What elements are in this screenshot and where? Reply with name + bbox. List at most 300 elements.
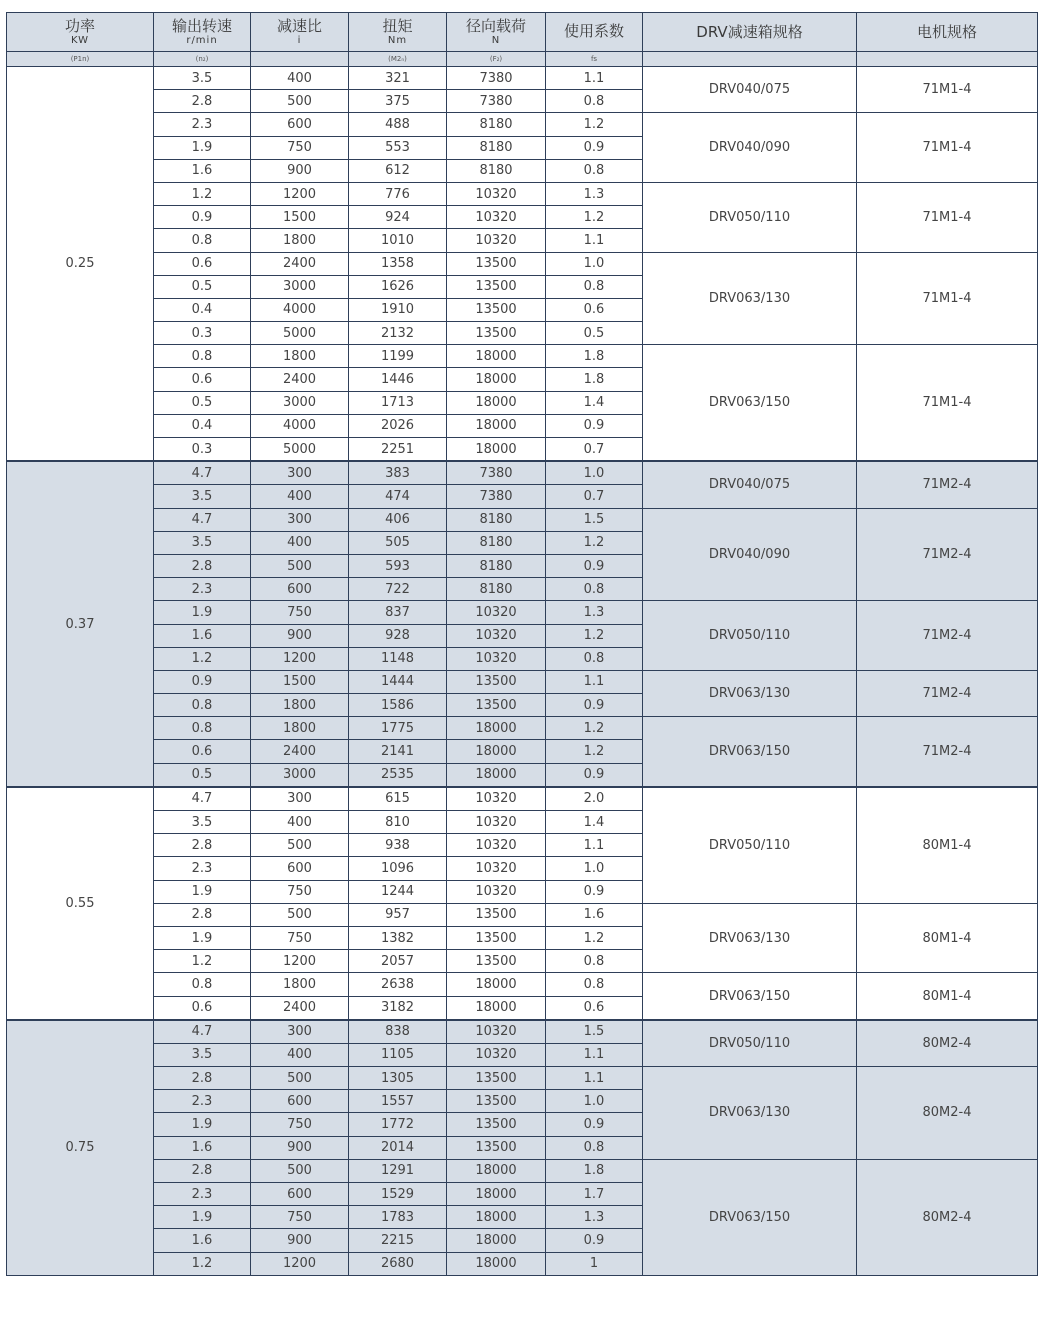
sym-torque: (M2ₙ)	[349, 52, 447, 67]
torque-cell: 1529	[349, 1183, 447, 1206]
radial-load-cell: 10320	[447, 182, 546, 205]
service-factor-cell: 0.9	[546, 694, 643, 717]
table-body	[7, 67, 1038, 1276]
torque-cell: 1382	[349, 926, 447, 949]
sym-radial-load: (F₂)	[447, 52, 546, 67]
torque-cell: 474	[349, 485, 447, 508]
radial-load-cell: 18000	[447, 996, 546, 1020]
ratio-cell: 400	[251, 67, 349, 90]
torque-cell: 1444	[349, 670, 447, 693]
motor-spec-cell: 71M2-4	[857, 461, 1038, 508]
torque-cell: 1910	[349, 298, 447, 321]
ratio-cell: 1200	[251, 182, 349, 205]
torque-cell: 406	[349, 508, 447, 531]
power-cell: 0.75	[7, 1020, 154, 1276]
ratio-cell: 400	[251, 485, 349, 508]
output-speed-cell: 4.7	[154, 1020, 251, 1044]
gearbox-spec-cell: DRV040/075	[643, 461, 857, 508]
service-factor-cell: 1.8	[546, 1159, 643, 1182]
radial-load-cell: 10320	[447, 229, 546, 252]
radial-load-cell: 13500	[447, 670, 546, 693]
ratio-cell: 600	[251, 1183, 349, 1206]
ratio-cell: 1800	[251, 345, 349, 368]
ratio-cell: 600	[251, 1090, 349, 1113]
torque-cell: 2026	[349, 414, 447, 437]
sym-output-speed: (n₂)	[154, 52, 251, 67]
ratio-cell: 750	[251, 1113, 349, 1136]
radial-load-cell: 10320	[447, 857, 546, 880]
radial-load-cell: 10320	[447, 206, 546, 229]
service-factor-cell: 1.0	[546, 857, 643, 880]
motor-spec-cell: 80M2-4	[857, 1067, 1038, 1160]
radial-load-cell: 8180	[447, 113, 546, 136]
output-speed-cell: 0.8	[154, 973, 251, 996]
service-factor-cell: 0.9	[546, 763, 643, 787]
col-radial-load: 径向载荷 N	[447, 13, 546, 52]
service-factor-cell: 1.2	[546, 740, 643, 763]
radial-load-cell: 10320	[447, 647, 546, 670]
ratio-cell: 2400	[251, 996, 349, 1020]
radial-load-cell: 18000	[447, 1252, 546, 1275]
radial-load-cell: 18000	[447, 1206, 546, 1229]
output-speed-cell: 1.2	[154, 1252, 251, 1275]
col-torque: 扭矩 Nm	[349, 13, 447, 52]
gearbox-spec-cell: DRV063/130	[643, 903, 857, 973]
motor-spec-cell: 71M1-4	[857, 252, 1038, 345]
radial-load-cell: 18000	[447, 763, 546, 787]
service-factor-cell: 1.1	[546, 834, 643, 857]
radial-load-cell: 7380	[447, 485, 546, 508]
radial-load-cell: 13500	[447, 252, 546, 275]
output-speed-cell: 0.8	[154, 717, 251, 740]
torque-cell: 1358	[349, 252, 447, 275]
service-factor-cell: 1.1	[546, 1067, 643, 1090]
radial-load-cell: 18000	[447, 1183, 546, 1206]
gearbox-spec-cell: DRV063/150	[643, 1159, 857, 1275]
torque-cell: 1783	[349, 1206, 447, 1229]
ratio-cell: 500	[251, 554, 349, 577]
ratio-cell: 750	[251, 1206, 349, 1229]
output-speed-cell: 2.8	[154, 834, 251, 857]
radial-load-cell: 10320	[447, 601, 546, 624]
motor-spec-cell: 71M2-4	[857, 601, 1038, 671]
radial-load-cell: 18000	[447, 973, 546, 996]
radial-load-cell: 13500	[447, 1067, 546, 1090]
ratio-cell: 5000	[251, 322, 349, 345]
service-factor-cell: 0.9	[546, 1113, 643, 1136]
torque-cell: 2057	[349, 950, 447, 973]
service-factor-cell: 2.0	[546, 787, 643, 811]
sym-service-factor: fs	[546, 52, 643, 67]
ratio-cell: 1200	[251, 950, 349, 973]
radial-load-cell: 10320	[447, 1043, 546, 1066]
radial-load-cell: 7380	[447, 461, 546, 485]
radial-load-cell: 10320	[447, 624, 546, 647]
output-speed-cell: 4.7	[154, 508, 251, 531]
radial-load-cell: 10320	[447, 1020, 546, 1044]
col-motor-spec: 电机规格	[857, 13, 1038, 52]
torque-cell: 615	[349, 787, 447, 811]
output-speed-cell: 1.9	[154, 136, 251, 159]
torque-cell: 2132	[349, 322, 447, 345]
motor-spec-cell: 71M1-4	[857, 67, 1038, 113]
ratio-cell: 1200	[251, 647, 349, 670]
table-row	[7, 461, 1038, 485]
torque-cell: 2638	[349, 973, 447, 996]
ratio-cell: 750	[251, 880, 349, 903]
ratio-cell: 1500	[251, 206, 349, 229]
service-factor-cell: 0.9	[546, 1229, 643, 1252]
service-factor-cell: 0.8	[546, 973, 643, 996]
output-speed-cell: 3.5	[154, 67, 251, 90]
motor-spec-cell: 71M2-4	[857, 508, 1038, 601]
output-speed-cell: 4.7	[154, 461, 251, 485]
gearbox-spec-cell: DRV063/150	[643, 717, 857, 787]
gearbox-spec-cell: DRV050/110	[643, 182, 857, 252]
output-speed-cell: 2.8	[154, 554, 251, 577]
gearbox-spec-cell: DRV040/090	[643, 508, 857, 601]
service-factor-cell: 1.5	[546, 508, 643, 531]
service-factor-cell: 1.2	[546, 113, 643, 136]
service-factor-cell: 1.5	[546, 1020, 643, 1044]
service-factor-cell: 1.1	[546, 67, 643, 90]
output-speed-cell: 1.2	[154, 647, 251, 670]
table-row	[7, 182, 1038, 205]
ratio-cell: 2400	[251, 252, 349, 275]
radial-load-cell: 13500	[447, 694, 546, 717]
torque-cell: 1713	[349, 391, 447, 414]
table-row	[7, 717, 1038, 740]
output-speed-cell: 0.3	[154, 438, 251, 462]
ratio-cell: 750	[251, 926, 349, 949]
radial-load-cell: 13500	[447, 322, 546, 345]
output-speed-cell: 1.9	[154, 1206, 251, 1229]
torque-cell: 505	[349, 531, 447, 554]
radial-load-cell: 18000	[447, 368, 546, 391]
radial-load-cell: 13500	[447, 298, 546, 321]
ratio-cell: 1800	[251, 973, 349, 996]
col-output-speed: 输出转速 r/min	[154, 13, 251, 52]
torque-cell: 2535	[349, 763, 447, 787]
torque-cell: 612	[349, 159, 447, 182]
motor-spec-cell: 71M2-4	[857, 670, 1038, 716]
output-speed-cell: 1.6	[154, 624, 251, 647]
output-speed-cell: 0.8	[154, 345, 251, 368]
output-speed-cell: 2.3	[154, 1090, 251, 1113]
radial-load-cell: 8180	[447, 159, 546, 182]
output-speed-cell: 0.4	[154, 414, 251, 437]
ratio-cell: 4000	[251, 298, 349, 321]
output-speed-cell: 3.5	[154, 1043, 251, 1066]
output-speed-cell: 1.6	[154, 1136, 251, 1159]
radial-load-cell: 8180	[447, 508, 546, 531]
torque-cell: 2014	[349, 1136, 447, 1159]
torque-cell: 810	[349, 811, 447, 834]
service-factor-cell: 0.6	[546, 996, 643, 1020]
service-factor-cell: 1.3	[546, 601, 643, 624]
radial-load-cell: 7380	[447, 67, 546, 90]
gearbox-spec-cell: DRV063/130	[643, 1067, 857, 1160]
table-row	[7, 1067, 1038, 1090]
col-ratio: 减速比 i	[251, 13, 349, 52]
torque-cell: 488	[349, 113, 447, 136]
ratio-cell: 900	[251, 1229, 349, 1252]
ratio-cell: 300	[251, 1020, 349, 1044]
output-speed-cell: 2.3	[154, 578, 251, 601]
output-speed-cell: 1.9	[154, 880, 251, 903]
torque-cell: 1446	[349, 368, 447, 391]
ratio-cell: 1800	[251, 717, 349, 740]
ratio-cell: 500	[251, 1067, 349, 1090]
radial-load-cell: 18000	[447, 1159, 546, 1182]
ratio-cell: 500	[251, 834, 349, 857]
torque-cell: 321	[349, 67, 447, 90]
torque-cell: 383	[349, 461, 447, 485]
motor-spec-cell: 71M1-4	[857, 345, 1038, 461]
torque-cell: 938	[349, 834, 447, 857]
service-factor-cell: 0.8	[546, 950, 643, 973]
service-factor-cell: 1.0	[546, 252, 643, 275]
service-factor-cell: 0.8	[546, 1136, 643, 1159]
radial-load-cell: 13500	[447, 950, 546, 973]
ratio-cell: 500	[251, 90, 349, 113]
service-factor-cell: 1.1	[546, 1043, 643, 1066]
ratio-cell: 600	[251, 578, 349, 601]
table-row	[7, 1020, 1038, 1044]
torque-cell: 1305	[349, 1067, 447, 1090]
output-speed-cell: 0.5	[154, 763, 251, 787]
motor-spec-cell: 80M2-4	[857, 1159, 1038, 1275]
ratio-cell: 500	[251, 903, 349, 926]
sym-power: (P1n)	[7, 52, 154, 67]
radial-load-cell: 18000	[447, 1229, 546, 1252]
table-row	[7, 508, 1038, 531]
output-speed-cell: 0.6	[154, 996, 251, 1020]
ratio-cell: 2400	[251, 368, 349, 391]
output-speed-cell: 0.6	[154, 740, 251, 763]
table-row	[7, 67, 1038, 90]
table-row	[7, 601, 1038, 624]
ratio-cell: 300	[251, 508, 349, 531]
service-factor-cell: 1.8	[546, 368, 643, 391]
table-row	[7, 973, 1038, 996]
service-factor-cell: 1.0	[546, 461, 643, 485]
torque-cell: 1148	[349, 647, 447, 670]
gearbox-spec-cell: DRV063/130	[643, 670, 857, 716]
ratio-cell: 1800	[251, 694, 349, 717]
service-factor-cell: 0.8	[546, 578, 643, 601]
service-factor-cell: 1.2	[546, 206, 643, 229]
symbol-row	[7, 52, 1038, 67]
radial-load-cell: 10320	[447, 811, 546, 834]
ratio-cell: 600	[251, 857, 349, 880]
service-factor-cell: 0.9	[546, 880, 643, 903]
torque-cell: 776	[349, 182, 447, 205]
service-factor-cell: 0.7	[546, 485, 643, 508]
radial-load-cell: 18000	[447, 391, 546, 414]
radial-load-cell: 10320	[447, 880, 546, 903]
table-row	[7, 670, 1038, 693]
service-factor-cell: 1.0	[546, 1090, 643, 1113]
output-speed-cell: 4.7	[154, 787, 251, 811]
service-factor-cell: 1.4	[546, 391, 643, 414]
torque-cell: 1291	[349, 1159, 447, 1182]
col-service-factor: 使用系数	[546, 13, 643, 52]
radial-load-cell: 18000	[447, 345, 546, 368]
sym-gearbox-spec	[643, 52, 857, 67]
torque-cell: 924	[349, 206, 447, 229]
col-power: 功率 KW	[7, 13, 154, 52]
radial-load-cell: 8180	[447, 554, 546, 577]
torque-cell: 2141	[349, 740, 447, 763]
output-speed-cell: 1.9	[154, 1113, 251, 1136]
gearbox-spec-cell: DRV040/090	[643, 113, 857, 183]
ratio-cell: 2400	[251, 740, 349, 763]
output-speed-cell: 2.3	[154, 113, 251, 136]
torque-cell: 1105	[349, 1043, 447, 1066]
gearbox-spec-cell: DRV050/110	[643, 1020, 857, 1067]
service-factor-cell: 0.8	[546, 647, 643, 670]
service-factor-cell: 1.7	[546, 1183, 643, 1206]
table-row	[7, 345, 1038, 368]
motor-spec-cell: 80M1-4	[857, 787, 1038, 903]
output-speed-cell: 1.6	[154, 159, 251, 182]
torque-cell: 1244	[349, 880, 447, 903]
service-factor-cell: 0.5	[546, 322, 643, 345]
service-factor-cell: 1.8	[546, 345, 643, 368]
col-gearbox-spec: DRV减速箱规格	[643, 13, 857, 52]
torque-cell: 957	[349, 903, 447, 926]
output-speed-cell: 2.3	[154, 1183, 251, 1206]
output-speed-cell: 0.5	[154, 275, 251, 298]
radial-load-cell: 13500	[447, 275, 546, 298]
ratio-cell: 3000	[251, 391, 349, 414]
table-row	[7, 787, 1038, 811]
motor-spec-cell: 71M1-4	[857, 182, 1038, 252]
service-factor-cell: 1.4	[546, 811, 643, 834]
torque-cell: 2251	[349, 438, 447, 462]
table-row	[7, 252, 1038, 275]
ratio-cell: 300	[251, 461, 349, 485]
power-cell: 0.25	[7, 67, 154, 462]
output-speed-cell: 0.5	[154, 391, 251, 414]
output-speed-cell: 1.9	[154, 601, 251, 624]
radial-load-cell: 13500	[447, 1136, 546, 1159]
torque-cell: 3182	[349, 996, 447, 1020]
gearbox-spec-cell: DRV050/110	[643, 601, 857, 671]
output-speed-cell: 0.9	[154, 206, 251, 229]
ratio-cell: 750	[251, 136, 349, 159]
radial-load-cell: 18000	[447, 717, 546, 740]
ratio-cell: 1800	[251, 229, 349, 252]
output-speed-cell: 0.6	[154, 252, 251, 275]
ratio-cell: 300	[251, 787, 349, 811]
torque-cell: 375	[349, 90, 447, 113]
ratio-cell: 900	[251, 159, 349, 182]
torque-cell: 2215	[349, 1229, 447, 1252]
torque-cell: 1775	[349, 717, 447, 740]
service-factor-cell: 1.2	[546, 531, 643, 554]
radial-load-cell: 8180	[447, 531, 546, 554]
output-speed-cell: 3.5	[154, 485, 251, 508]
torque-cell: 1096	[349, 857, 447, 880]
radial-load-cell: 13500	[447, 903, 546, 926]
gearbox-spec-cell: DRV050/110	[643, 787, 857, 903]
power-cell: 0.37	[7, 461, 154, 787]
service-factor-cell: 0.8	[546, 159, 643, 182]
output-speed-cell: 0.9	[154, 670, 251, 693]
output-speed-cell: 1.2	[154, 182, 251, 205]
service-factor-cell: 1.2	[546, 624, 643, 647]
output-speed-cell: 2.8	[154, 1067, 251, 1090]
radial-load-cell: 8180	[447, 578, 546, 601]
ratio-cell: 4000	[251, 414, 349, 437]
motor-spec-cell: 80M1-4	[857, 903, 1038, 973]
service-factor-cell: 0.9	[546, 414, 643, 437]
output-speed-cell: 0.3	[154, 322, 251, 345]
gear-motor-spec-table	[6, 12, 1038, 1276]
service-factor-cell: 1.2	[546, 717, 643, 740]
output-speed-cell: 0.6	[154, 368, 251, 391]
gearbox-spec-cell: DRV063/130	[643, 252, 857, 345]
service-factor-cell: 0.9	[546, 554, 643, 577]
sym-motor-spec	[857, 52, 1038, 67]
torque-cell: 1557	[349, 1090, 447, 1113]
torque-cell: 1772	[349, 1113, 447, 1136]
output-speed-cell: 1.2	[154, 950, 251, 973]
service-factor-cell: 1.1	[546, 670, 643, 693]
output-speed-cell: 1.6	[154, 1229, 251, 1252]
radial-load-cell: 18000	[447, 740, 546, 763]
motor-spec-cell: 71M1-4	[857, 113, 1038, 183]
motor-spec-cell: 80M1-4	[857, 973, 1038, 1020]
output-speed-cell: 3.5	[154, 811, 251, 834]
service-factor-cell: 1.3	[546, 1206, 643, 1229]
torque-cell: 553	[349, 136, 447, 159]
ratio-cell: 3000	[251, 275, 349, 298]
torque-cell: 593	[349, 554, 447, 577]
ratio-cell: 400	[251, 811, 349, 834]
ratio-cell: 3000	[251, 763, 349, 787]
service-factor-cell: 0.7	[546, 438, 643, 462]
radial-load-cell: 18000	[447, 438, 546, 462]
output-speed-cell: 0.8	[154, 694, 251, 717]
torque-cell: 837	[349, 601, 447, 624]
service-factor-cell: 0.8	[546, 275, 643, 298]
torque-cell: 928	[349, 624, 447, 647]
radial-load-cell: 18000	[447, 414, 546, 437]
ratio-cell: 400	[251, 531, 349, 554]
ratio-cell: 900	[251, 1136, 349, 1159]
torque-cell: 1199	[349, 345, 447, 368]
torque-cell: 1010	[349, 229, 447, 252]
table-row	[7, 903, 1038, 926]
output-speed-cell: 2.8	[154, 1159, 251, 1182]
output-speed-cell: 0.8	[154, 229, 251, 252]
output-speed-cell: 3.5	[154, 531, 251, 554]
service-factor-cell: 1.3	[546, 182, 643, 205]
service-factor-cell: 1.1	[546, 229, 643, 252]
service-factor-cell: 1.6	[546, 903, 643, 926]
motor-spec-cell: 80M2-4	[857, 1020, 1038, 1067]
radial-load-cell: 7380	[447, 90, 546, 113]
ratio-cell: 5000	[251, 438, 349, 462]
table-row	[7, 113, 1038, 136]
header-row	[7, 13, 1038, 52]
service-factor-cell: 0.8	[546, 90, 643, 113]
motor-spec-cell: 71M2-4	[857, 717, 1038, 787]
service-factor-cell: 0.6	[546, 298, 643, 321]
